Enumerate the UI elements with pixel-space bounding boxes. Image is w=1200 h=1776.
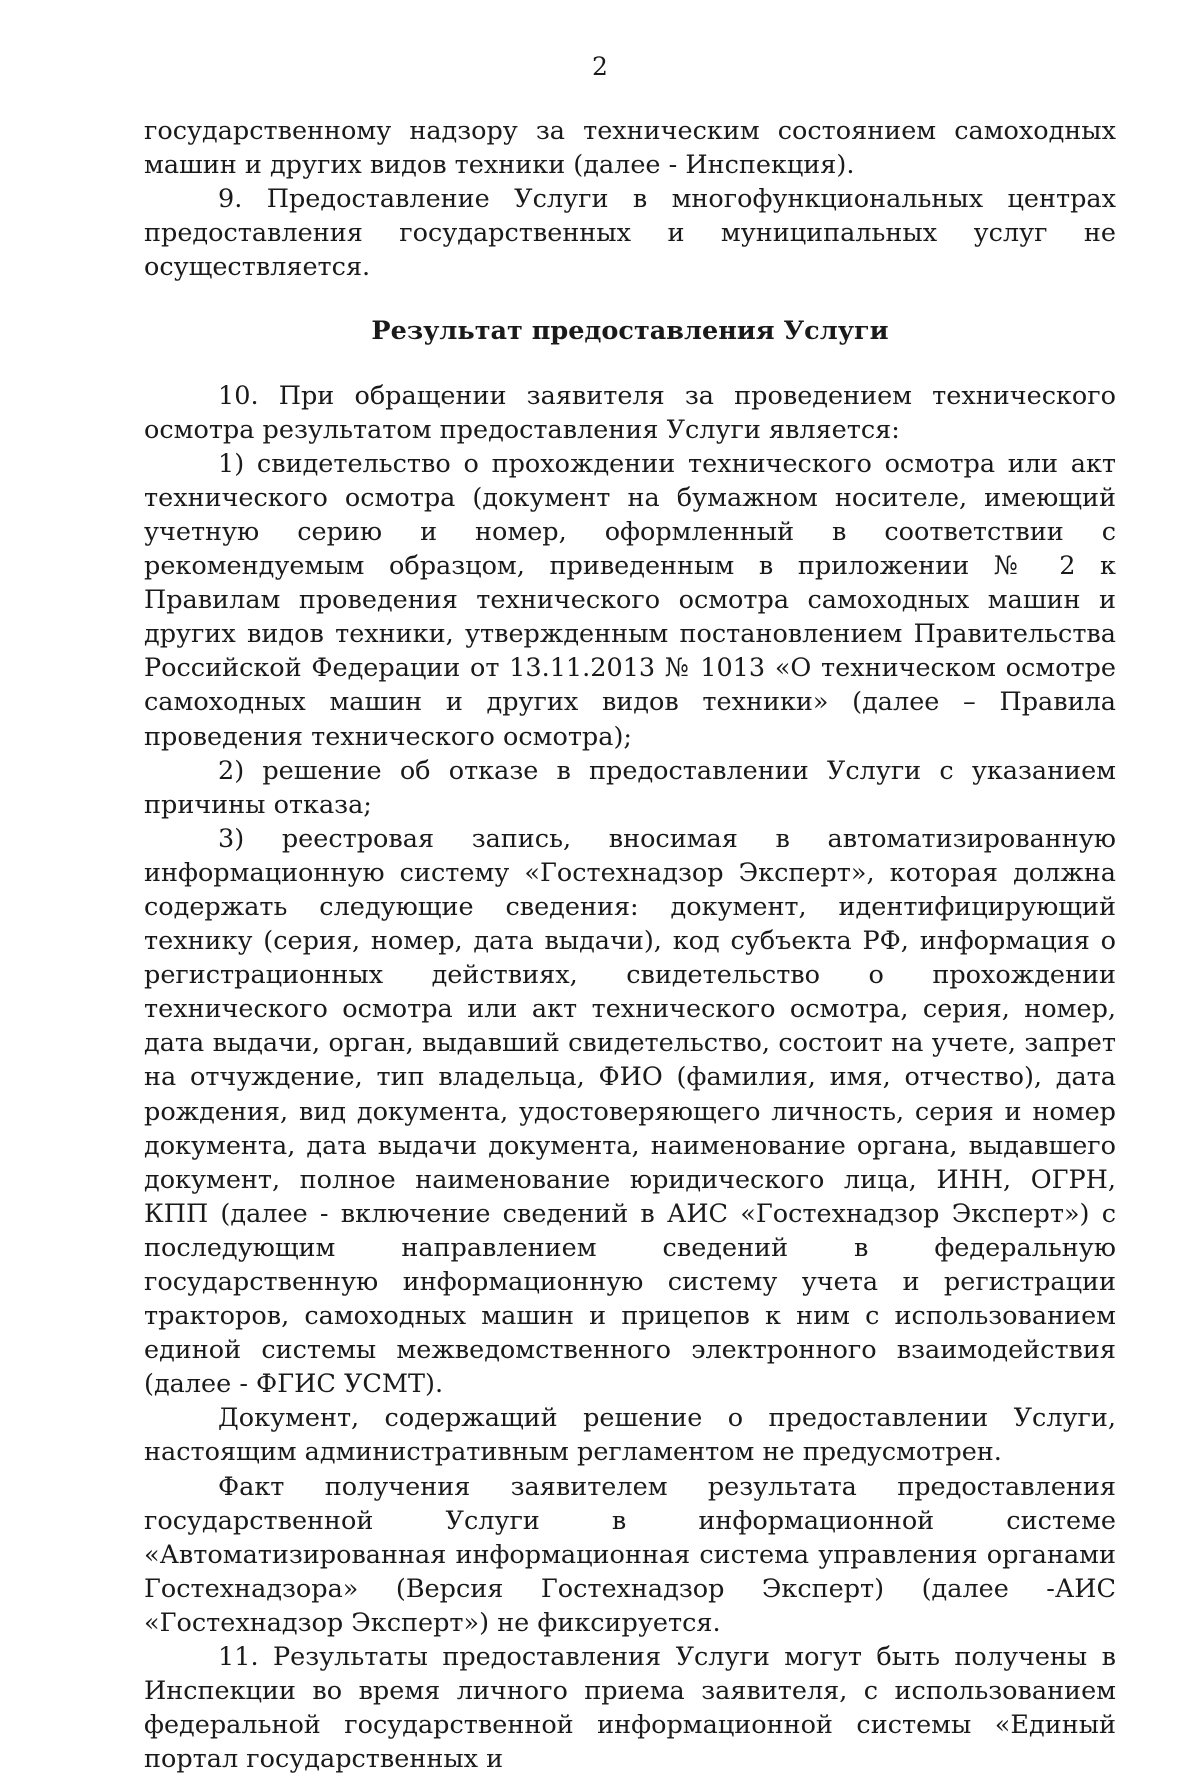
paragraph-item-11: 11. Результаты предоставления Услуги могут быть получены в Инспекции во время личного приема заявителя, с использованием федеральной государственной информационной системы «Единый портал государственных и — [144, 1642, 1116, 1775]
paragraph-continuation: государственному надзору за техническим состоянием самоходных машин и других видов техники (далее - Инспекция). — [144, 116, 1116, 181]
section-heading: Результат предоставления Услуги — [371, 316, 889, 347]
document-body — [144, 114, 1116, 1776]
paragraph-subitem-2: 2) решение об отказе в предоставлении Услуги с указанием причины отказа; — [144, 755, 1116, 820]
paragraph-fact-note: Факт получения заявителем результата предоставления государственной Услуги в информационной системе «Автоматизированная информационная система управления органами Гостехнадзора» (Версия Гостехнадзор Эксперт) (далее -АИС «Гостехнадзор Эксперт») не фиксируется. — [144, 1471, 1116, 1638]
paragraph-subitem-3: 3) реестровая запись, вносимая в автоматизированную информационную систему «Гостехнадзор Эксперт», которая должна содержать следующие сведения: документ, идентифицирующий технику (серия, номер, дата выдачи), код субъекта РФ, информация о регистрационных действиях, свидетельство о прохождении технического осмотра или акт технического осмотра, серия, номер, дата выдачи, орган, выдавший свидетельство, состоит на учете, запрет на отчуждение, тип владельца, ФИО (фамилия, имя, отчество), дата рождения, вид документа, удостоверяющего личность, серия и номер документа, дата выдачи документа, наименование органа, выдавшего документ, полное наименование юридического лица, ИНН, ОГРН, КПП (далее - включение сведений в АИС «Гостехнадзор Эксперт») с последующим направлением сведений в федеральную государственную информационную систему учета и регистрации тракторов, самоходных машин и прицепов к ним с использованием единой системы межведомственного электронного взаимодействия (далее - ФГИС УСМТ). — [144, 823, 1116, 1400]
paragraph-item-9: 9. Предоставление Услуги в многофункциональных центрах предоставления государственных и муниципальных услуг не осуществляется. — [144, 184, 1116, 283]
paragraph-item-10: 10. При обращении заявителя за проведением технического осмотра результатом предоставления Услуги является: — [144, 380, 1116, 445]
paragraph-subitem-1: 1) свидетельство о прохождении технического осмотра или акт технического осмотра (документ на бумажном носителе, имеющий учетную серию и номер, оформленный в соответствии с рекомендуемым образцом, приведенным в приложении № 2 к Правилам проведения технического осмотра самоходных машин и других видов техники, утвержденным постановлением Правительства Российской Федерации от 13.11.2013 № 1013 «О техническом осмотре самоходных машин и других видов техники» (далее – Правила проведения технического осмотра); — [144, 448, 1116, 752]
page-number: 2 — [592, 52, 608, 81]
paragraph-document-note: Документ, содержащий решение о предоставлении Услуги, настоящим административным регламентом не предусмотрен. — [144, 1403, 1116, 1468]
